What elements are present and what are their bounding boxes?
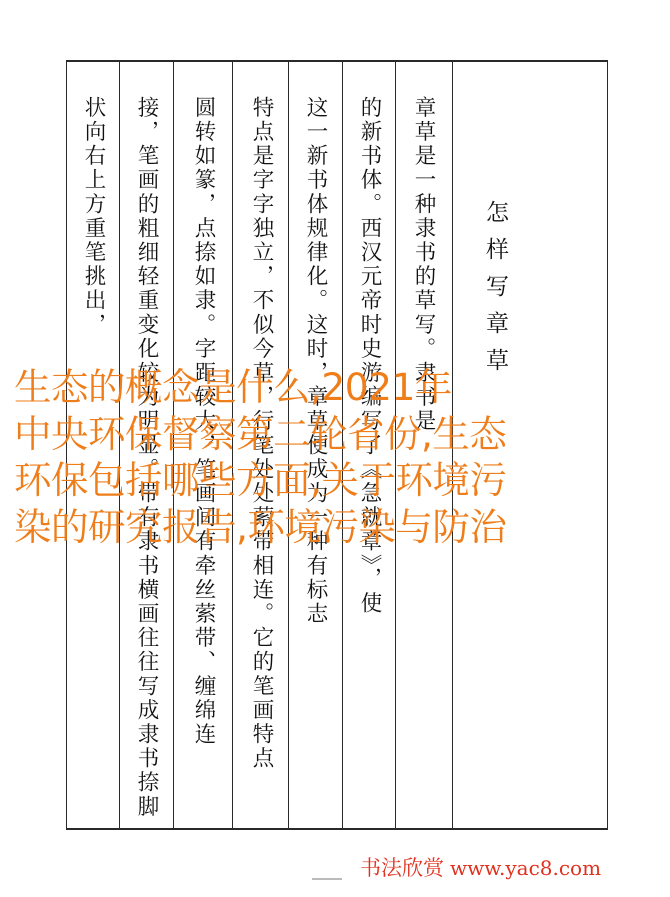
text-column-2: 的新书体。西汉元帝时史游编写了《急就章》，使 [357, 96, 382, 616]
text-column-3: 这一新书体规律化。这时，章草便成为一种有标志 [303, 96, 328, 627]
text-column-6: 接，笔画的粗细轻重变化较为明显。带有隶书横画往往写成隶书捺脚 [134, 96, 159, 819]
text-column-7: 状向右上方重笔挑出， [81, 96, 106, 337]
text-column-5: 圆转如篆，点捺如隶。字距较大，笔画间有牵丝萦带、缠绵连 [191, 96, 216, 747]
page-title: 怎样写章草 [482, 200, 508, 385]
text-column-4: 特点是字字独立，不似今草，行笔处处萦带相连。它的笔画特点 [249, 96, 274, 771]
overlay-line: 环保包括哪些方面,关于环境污 [14, 458, 507, 502]
site-watermark[interactable] [360, 852, 601, 882]
page-mark [312, 878, 342, 880]
site-url[interactable]: www.yac8.com [450, 856, 602, 880]
overlay-line: 中央环保督察第二轮省份,生态 [14, 411, 507, 456]
overlay-line: 染的研究报告,环境污染与防治 [14, 504, 507, 549]
overlay-line: 生态的概念是什么,2021年 [14, 365, 452, 409]
text-column-1: 章草是一种隶书的草写。隶书是 [411, 96, 436, 434]
overlay-heading[interactable] [14, 364, 654, 550]
site-name: 书法欣赏 [360, 856, 444, 880]
